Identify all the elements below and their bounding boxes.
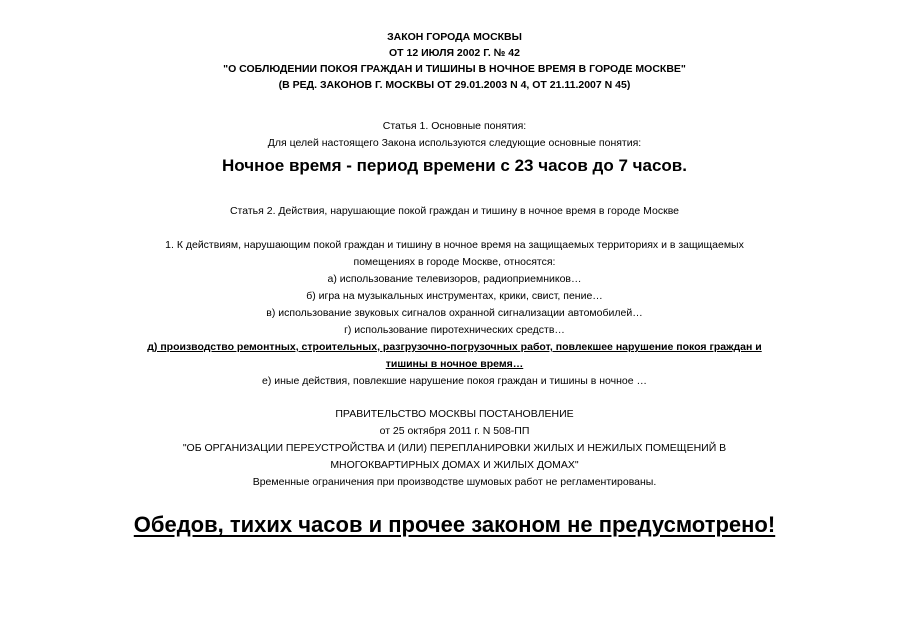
article2-item-b: б) игра на музыкальных инструментах, крики, свист, пение…: [306, 290, 603, 302]
article2-para1-line1: 1. К действиям, нарушающим покой граждан и тишину в ночное время на защищаемых территориях и в защищаемых: [165, 239, 744, 251]
article2-title: Статья 2. Действия, нарушающие покой граждан и тишину в ночное время в городе Москве: [229, 205, 680, 217]
article1-intro: Для целей настоящего Закона используются следующие основные понятия:: [267, 137, 642, 149]
article2-item-g: г) использование пиротехнических средств…: [344, 324, 565, 336]
night-time-definition: Ночное время - период времени с 23 часов до 7 часов.: [222, 156, 687, 175]
government-name-line2: МНОГОКВАРТИРНЫХ ДОМАХ И ЖИЛЫХ ДОМАХ": [330, 459, 579, 471]
article2-item-d-line2: тишины в ночное время…: [385, 358, 524, 370]
article2-para1-line2: помещениях в городе Москве, относятся:: [353, 256, 556, 268]
law-title: ЗАКОН ГОРОДА МОСКВЫ: [387, 31, 522, 43]
government-name-line1: "ОБ ОРГАНИЗАЦИИ ПЕРЕУСТРОЙСТВА И (ИЛИ) ПЕРЕПЛАНИРОВКИ ЖИЛЫХ И НЕЖИЛЫХ ПОМЕЩЕНИЙ В: [182, 442, 727, 454]
article2-item-d-line1: д) производство ремонтных, строительных, разгрузочно-погрузочных работ, повлекшее нарушение покоя граждан и: [147, 341, 762, 353]
law-date-number: ОТ 12 ИЮЛЯ 2002 Г. № 42: [389, 47, 520, 59]
article2-item-e: е) иные действия, повлекшие нарушение покоя граждан и тишины в ночное …: [261, 375, 647, 387]
conclusion-heading: Обедов, тихих часов и прочее законом не предусмотрено!: [133, 512, 776, 537]
law-name: "О СОБЛЮДЕНИИ ПОКОЯ ГРАЖДАН И ТИШИНЫ В НОЧНОЕ ВРЕМЯ В ГОРОДЕ МОСКВЕ": [223, 63, 686, 75]
government-title: ПРАВИТЕЛЬСТВО МОСКВЫ ПОСТАНОВЛЕНИЕ: [335, 408, 574, 420]
law-edition: (В РЕД. ЗАКОНОВ Г. МОСКВЫ ОТ 29.01.2003 N 4, ОТ 21.11.2007 N 45): [278, 79, 631, 91]
article1-title: Статья 1. Основные понятия:: [382, 120, 527, 132]
article2-item-v: в) использование звуковых сигналов охранной сигнализации автомобилей…: [266, 307, 643, 319]
government-note: Временные ограничения при производстве шумовых работ не регламентированы.: [252, 476, 657, 488]
article2-item-a: а) использование телевизоров, радиоприемников…: [327, 273, 582, 285]
government-date-number: от 25 октября 2011 г. N 508-ПП: [379, 425, 530, 437]
